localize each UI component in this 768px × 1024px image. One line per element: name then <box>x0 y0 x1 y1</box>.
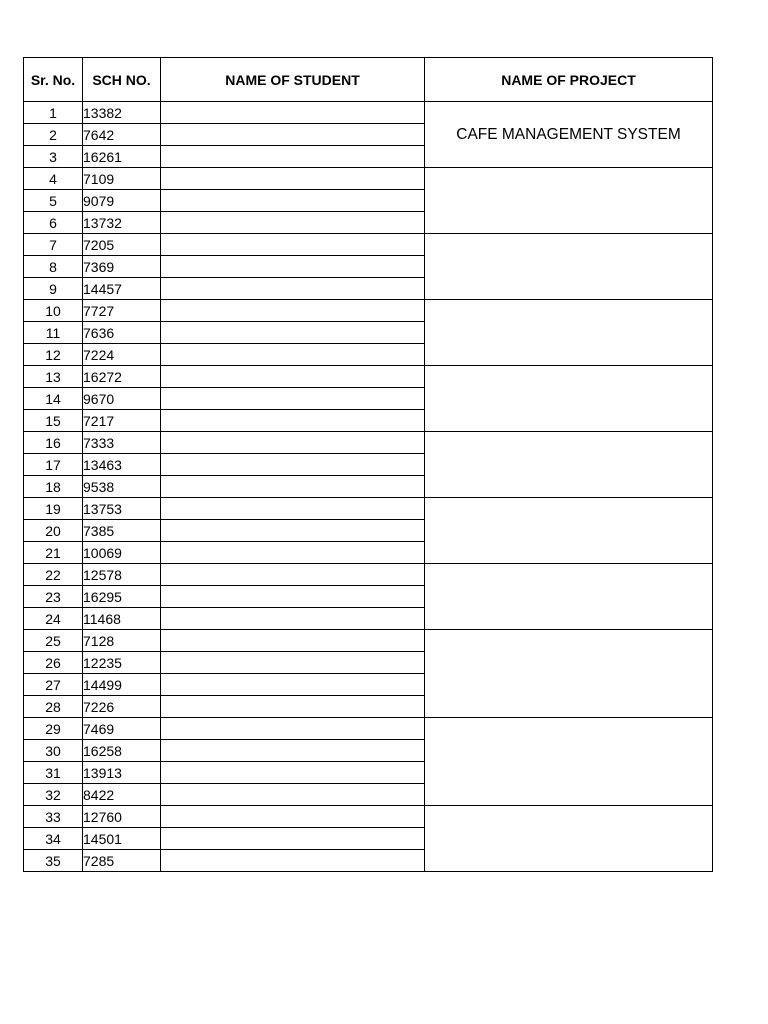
sch-no-cell: 7226 <box>83 696 161 718</box>
project-name-cell <box>425 498 713 564</box>
project-name-cell <box>425 630 713 718</box>
sr-no-cell: 23 <box>24 586 83 608</box>
project-name-cell <box>425 300 713 366</box>
student-name-cell <box>161 674 425 696</box>
sr-no-cell: 9 <box>24 278 83 300</box>
student-name-cell <box>161 762 425 784</box>
student-name-cell <box>161 388 425 410</box>
sr-no-cell: 34 <box>24 828 83 850</box>
sch-no-cell: 9079 <box>83 190 161 212</box>
student-name-cell <box>161 542 425 564</box>
sch-no-cell: 13732 <box>83 212 161 234</box>
sch-no-cell: 13753 <box>83 498 161 520</box>
sch-no-cell: 13382 <box>83 102 161 124</box>
sr-no-cell: 16 <box>24 432 83 454</box>
sr-no-cell: 17 <box>24 454 83 476</box>
sr-no-cell: 1 <box>24 102 83 124</box>
table-row <box>24 630 713 652</box>
sr-no-cell: 26 <box>24 652 83 674</box>
student-name-cell <box>161 498 425 520</box>
student-name-cell <box>161 586 425 608</box>
student-name-cell <box>161 520 425 542</box>
sch-no-cell: 16295 <box>83 586 161 608</box>
student-name-cell <box>161 806 425 828</box>
sch-no-cell: 7727 <box>83 300 161 322</box>
student-name-cell <box>161 410 425 432</box>
sr-no-cell: 10 <box>24 300 83 322</box>
sch-no-cell: 12235 <box>83 652 161 674</box>
student-name-cell <box>161 718 425 740</box>
student-name-cell <box>161 652 425 674</box>
header-project-name: NAME OF PROJECT <box>425 58 713 102</box>
sch-no-cell: 7469 <box>83 718 161 740</box>
sch-no-cell: 7217 <box>83 410 161 432</box>
sr-no-cell: 33 <box>24 806 83 828</box>
sch-no-cell: 7636 <box>83 322 161 344</box>
table-row <box>24 366 713 388</box>
sr-no-cell: 29 <box>24 718 83 740</box>
project-name-cell <box>425 718 713 806</box>
sr-no-cell: 21 <box>24 542 83 564</box>
sr-no-cell: 7 <box>24 234 83 256</box>
student-name-cell <box>161 454 425 476</box>
sr-no-cell: 27 <box>24 674 83 696</box>
sch-no-cell: 8422 <box>83 784 161 806</box>
table-row <box>24 498 713 520</box>
sch-no-cell: 7205 <box>83 234 161 256</box>
student-name-cell <box>161 322 425 344</box>
sch-no-cell: 16261 <box>83 146 161 168</box>
sr-no-cell: 20 <box>24 520 83 542</box>
sch-no-cell: 14501 <box>83 828 161 850</box>
sr-no-cell: 6 <box>24 212 83 234</box>
table-body <box>24 102 713 872</box>
sr-no-cell: 2 <box>24 124 83 146</box>
sr-no-cell: 25 <box>24 630 83 652</box>
student-name-cell <box>161 366 425 388</box>
sch-no-cell: 7224 <box>83 344 161 366</box>
student-name-cell <box>161 146 425 168</box>
student-name-cell <box>161 190 425 212</box>
sch-no-cell: 14457 <box>83 278 161 300</box>
sch-no-cell: 10069 <box>83 542 161 564</box>
student-name-cell <box>161 234 425 256</box>
sch-no-cell: 16272 <box>83 366 161 388</box>
student-name-cell <box>161 784 425 806</box>
sr-no-cell: 24 <box>24 608 83 630</box>
sch-no-cell: 7128 <box>83 630 161 652</box>
project-name-cell <box>425 168 713 234</box>
sr-no-cell: 5 <box>24 190 83 212</box>
header-sch-no: SCH NO. <box>83 58 161 102</box>
student-name-cell <box>161 256 425 278</box>
sch-no-cell: 7385 <box>83 520 161 542</box>
table-row <box>24 300 713 322</box>
sch-no-cell: 16258 <box>83 740 161 762</box>
sr-no-cell: 28 <box>24 696 83 718</box>
student-name-cell <box>161 278 425 300</box>
project-name-cell <box>425 806 713 872</box>
student-name-cell <box>161 696 425 718</box>
sch-no-cell: 7333 <box>83 432 161 454</box>
project-name-cell <box>425 366 713 432</box>
project-name-cell <box>425 234 713 300</box>
student-name-cell <box>161 102 425 124</box>
sch-no-cell: 14499 <box>83 674 161 696</box>
sr-no-cell: 31 <box>24 762 83 784</box>
sr-no-cell: 8 <box>24 256 83 278</box>
table-row <box>24 718 713 740</box>
sch-no-cell: 7109 <box>83 168 161 190</box>
sch-no-cell: 7642 <box>83 124 161 146</box>
student-name-cell <box>161 476 425 498</box>
sr-no-cell: 19 <box>24 498 83 520</box>
sch-no-cell: 12578 <box>83 564 161 586</box>
table-row <box>24 234 713 256</box>
student-name-cell <box>161 850 425 872</box>
sch-no-cell: 9670 <box>83 388 161 410</box>
sch-no-cell: 11468 <box>83 608 161 630</box>
project-name-cell <box>425 564 713 630</box>
sr-no-cell: 15 <box>24 410 83 432</box>
project-name-cell <box>425 432 713 498</box>
student-name-cell <box>161 212 425 234</box>
sr-no-cell: 35 <box>24 850 83 872</box>
student-project-table <box>23 57 713 872</box>
sr-no-cell: 11 <box>24 322 83 344</box>
student-name-cell <box>161 124 425 146</box>
student-name-cell <box>161 300 425 322</box>
student-name-cell <box>161 608 425 630</box>
table-row <box>24 168 713 190</box>
sr-no-cell: 14 <box>24 388 83 410</box>
table-row <box>24 102 713 124</box>
student-name-cell <box>161 432 425 454</box>
sch-no-cell: 9538 <box>83 476 161 498</box>
table-row <box>24 432 713 454</box>
sr-no-cell: 32 <box>24 784 83 806</box>
sch-no-cell: 7285 <box>83 850 161 872</box>
student-name-cell <box>161 168 425 190</box>
sr-no-cell: 12 <box>24 344 83 366</box>
student-name-cell <box>161 828 425 850</box>
sr-no-cell: 22 <box>24 564 83 586</box>
sch-no-cell: 12760 <box>83 806 161 828</box>
student-name-cell <box>161 564 425 586</box>
header-sr-no: Sr. No. <box>24 58 83 102</box>
project-name-cell: CAFE MANAGEMENT SYSTEM <box>425 102 713 168</box>
sch-no-cell: 7369 <box>83 256 161 278</box>
student-name-cell <box>161 344 425 366</box>
sr-no-cell: 4 <box>24 168 83 190</box>
sr-no-cell: 13 <box>24 366 83 388</box>
table-row <box>24 564 713 586</box>
sch-no-cell: 13913 <box>83 762 161 784</box>
table-row <box>24 806 713 828</box>
sr-no-cell: 30 <box>24 740 83 762</box>
header-student-name: NAME OF STUDENT <box>161 58 425 102</box>
sr-no-cell: 3 <box>24 146 83 168</box>
student-name-cell <box>161 630 425 652</box>
table-header-row <box>24 58 713 102</box>
sr-no-cell: 18 <box>24 476 83 498</box>
sch-no-cell: 13463 <box>83 454 161 476</box>
student-name-cell <box>161 740 425 762</box>
